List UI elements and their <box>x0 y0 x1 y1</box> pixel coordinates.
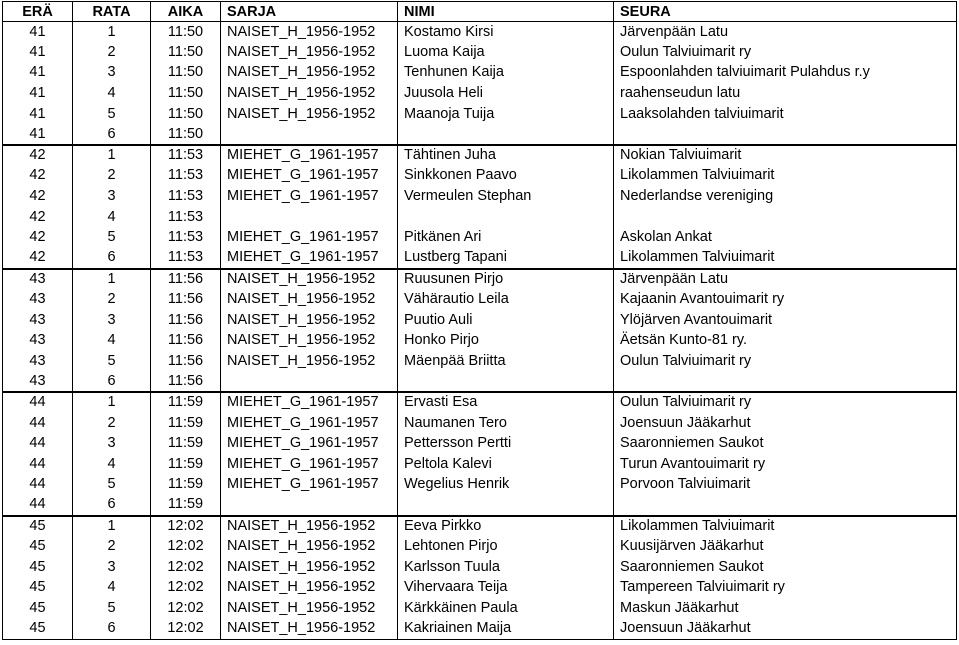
cell-sarja: MIEHET_G_1961-1957 <box>221 166 398 187</box>
cell-seura: Järvenpään Latu <box>614 22 957 43</box>
header-row <box>3 2 957 22</box>
cell-sarja: MIEHET_G_1961-1957 <box>221 475 398 496</box>
cell-era: 42 <box>3 186 73 207</box>
cell-nimi: Pitkänen Ari <box>398 227 614 248</box>
table-row <box>3 516 957 537</box>
cell-aika: 11:50 <box>151 124 221 145</box>
cell-nimi: Peltola Kalevi <box>398 454 614 475</box>
cell-nimi: Kärkkäinen Paula <box>398 598 614 619</box>
cell-nimi: Wegelius Henrik <box>398 475 614 496</box>
cell-seura <box>614 124 957 145</box>
cell-nimi: Lehtonen Pirjo <box>398 536 614 557</box>
table-row <box>3 166 957 187</box>
cell-sarja: MIEHET_G_1961-1957 <box>221 454 398 475</box>
cell-seura <box>614 207 957 228</box>
cell-seura: Äetsän Kunto-81 ry. <box>614 330 957 351</box>
cell-rata: 3 <box>73 310 151 331</box>
cell-era: 45 <box>3 598 73 619</box>
cell-seura: Saaronniemen Saukot <box>614 433 957 454</box>
cell-aika: 11:53 <box>151 166 221 187</box>
cell-sarja <box>221 124 398 145</box>
cell-era: 44 <box>3 495 73 516</box>
cell-rata: 3 <box>73 186 151 207</box>
cell-seura: Tampereen Talviuimarit ry <box>614 578 957 599</box>
table-row <box>3 186 957 207</box>
cell-seura: Saaronniemen Saukot <box>614 557 957 578</box>
cell-seura: Maskun Jääkarhut <box>614 598 957 619</box>
header-nimi: NIMI <box>398 2 614 22</box>
cell-aika: 11:53 <box>151 227 221 248</box>
table-row <box>3 207 957 228</box>
cell-seura: Askolan Ankat <box>614 227 957 248</box>
cell-nimi: Tähtinen Juha <box>398 145 614 166</box>
cell-nimi: Mäenpää Briitta <box>398 351 614 372</box>
cell-sarja: NAISET_H_1956-1952 <box>221 330 398 351</box>
cell-rata: 2 <box>73 289 151 310</box>
cell-nimi: Maanoja Tuija <box>398 104 614 125</box>
table-row <box>3 330 957 351</box>
cell-nimi: Naumanen Tero <box>398 413 614 434</box>
cell-era: 43 <box>3 330 73 351</box>
cell-seura <box>614 372 957 393</box>
cell-seura: Oulun Talviuimarit ry <box>614 351 957 372</box>
table-row <box>3 145 957 166</box>
cell-sarja <box>221 372 398 393</box>
cell-aika: 12:02 <box>151 578 221 599</box>
cell-seura <box>614 495 957 516</box>
cell-seura: Kajaanin Avantouimarit ry <box>614 289 957 310</box>
cell-nimi: Luoma Kaija <box>398 42 614 63</box>
cell-seura: raahenseudun latu <box>614 83 957 104</box>
header-rata: RATA <box>73 2 151 22</box>
cell-aika: 11:59 <box>151 433 221 454</box>
cell-sarja: MIEHET_G_1961-1957 <box>221 186 398 207</box>
table-row <box>3 22 957 43</box>
cell-nimi: Sinkkonen Paavo <box>398 166 614 187</box>
table-row <box>3 557 957 578</box>
cell-sarja: NAISET_H_1956-1952 <box>221 269 398 290</box>
cell-era: 44 <box>3 413 73 434</box>
cell-seura: Turun Avantouimarit ry <box>614 454 957 475</box>
table-body <box>3 22 957 640</box>
cell-sarja <box>221 495 398 516</box>
cell-nimi: Lustberg Tapani <box>398 248 614 269</box>
cell-seura: Laaksolahden talviuimarit <box>614 104 957 125</box>
cell-era: 42 <box>3 207 73 228</box>
table-row <box>3 372 957 393</box>
cell-seura: Oulun Talviuimarit ry <box>614 42 957 63</box>
cell-rata: 4 <box>73 330 151 351</box>
table-row <box>3 248 957 269</box>
cell-era: 43 <box>3 269 73 290</box>
cell-aika: 11:56 <box>151 372 221 393</box>
table-row <box>3 104 957 125</box>
cell-sarja: NAISET_H_1956-1952 <box>221 83 398 104</box>
cell-era: 41 <box>3 124 73 145</box>
cell-nimi: Kostamo Kirsi <box>398 22 614 43</box>
cell-rata: 1 <box>73 516 151 537</box>
cell-era: 44 <box>3 433 73 454</box>
cell-rata: 6 <box>73 372 151 393</box>
cell-rata: 4 <box>73 578 151 599</box>
cell-era: 45 <box>3 619 73 640</box>
cell-rata: 5 <box>73 598 151 619</box>
cell-rata: 1 <box>73 22 151 43</box>
cell-rata: 2 <box>73 42 151 63</box>
cell-era: 41 <box>3 83 73 104</box>
cell-sarja: NAISET_H_1956-1952 <box>221 22 398 43</box>
table-row <box>3 227 957 248</box>
cell-seura: Nokian Talviuimarit <box>614 145 957 166</box>
cell-nimi: Tenhunen Kaija <box>398 63 614 84</box>
table-row <box>3 124 957 145</box>
cell-sarja: MIEHET_G_1961-1957 <box>221 392 398 413</box>
table-row <box>3 454 957 475</box>
table-row <box>3 578 957 599</box>
cell-aika: 11:50 <box>151 22 221 43</box>
cell-aika: 11:50 <box>151 104 221 125</box>
cell-sarja: MIEHET_G_1961-1957 <box>221 433 398 454</box>
cell-seura: Espoonlahden talviuimarit Pulahdus r.y <box>614 63 957 84</box>
cell-aika: 11:53 <box>151 207 221 228</box>
cell-nimi <box>398 495 614 516</box>
table-row <box>3 83 957 104</box>
cell-sarja: NAISET_H_1956-1952 <box>221 536 398 557</box>
cell-sarja: NAISET_H_1956-1952 <box>221 310 398 331</box>
cell-nimi: Vermeulen Stephan <box>398 186 614 207</box>
cell-era: 43 <box>3 351 73 372</box>
table-row <box>3 269 957 290</box>
cell-aika: 11:59 <box>151 413 221 434</box>
cell-era: 41 <box>3 42 73 63</box>
cell-seura: Joensuun Jääkarhut <box>614 413 957 434</box>
table-row <box>3 63 957 84</box>
cell-aika: 11:50 <box>151 42 221 63</box>
cell-sarja: NAISET_H_1956-1952 <box>221 42 398 63</box>
cell-rata: 1 <box>73 145 151 166</box>
header-era: ERÄ <box>3 2 73 22</box>
cell-rata: 5 <box>73 475 151 496</box>
cell-rata: 5 <box>73 351 151 372</box>
cell-aika: 12:02 <box>151 516 221 537</box>
cell-rata: 6 <box>73 124 151 145</box>
cell-rata: 5 <box>73 227 151 248</box>
cell-rata: 5 <box>73 104 151 125</box>
cell-seura: Kuusijärven Jääkarhut <box>614 536 957 557</box>
cell-aika: 11:53 <box>151 145 221 166</box>
cell-aika: 11:50 <box>151 63 221 84</box>
cell-sarja: NAISET_H_1956-1952 <box>221 578 398 599</box>
cell-era: 44 <box>3 392 73 413</box>
cell-rata: 2 <box>73 413 151 434</box>
cell-aika: 11:50 <box>151 83 221 104</box>
cell-seura: Likolammen Talviuimarit <box>614 516 957 537</box>
cell-sarja: NAISET_H_1956-1952 <box>221 351 398 372</box>
cell-rata: 1 <box>73 269 151 290</box>
table-row <box>3 392 957 413</box>
table-row <box>3 433 957 454</box>
cell-rata: 1 <box>73 392 151 413</box>
cell-sarja: NAISET_H_1956-1952 <box>221 516 398 537</box>
cell-nimi: Pettersson Pertti <box>398 433 614 454</box>
cell-aika: 12:02 <box>151 557 221 578</box>
cell-aika: 11:59 <box>151 495 221 516</box>
cell-era: 45 <box>3 557 73 578</box>
cell-era: 41 <box>3 104 73 125</box>
table-row <box>3 536 957 557</box>
cell-rata: 2 <box>73 166 151 187</box>
cell-aika: 11:56 <box>151 330 221 351</box>
cell-nimi: Ervasti Esa <box>398 392 614 413</box>
cell-nimi: Vähärautio Leila <box>398 289 614 310</box>
cell-era: 42 <box>3 248 73 269</box>
header-seura: SEURA <box>614 2 957 22</box>
cell-seura: Oulun Talviuimarit ry <box>614 392 957 413</box>
cell-seura: Likolammen Talviuimarit <box>614 166 957 187</box>
cell-era: 44 <box>3 475 73 496</box>
table-row <box>3 495 957 516</box>
cell-era: 45 <box>3 536 73 557</box>
cell-sarja: MIEHET_G_1961-1957 <box>221 145 398 166</box>
heat-schedule-table <box>2 1 957 640</box>
table-row <box>3 475 957 496</box>
table-row <box>3 619 957 640</box>
cell-aika: 12:02 <box>151 619 221 640</box>
cell-era: 42 <box>3 227 73 248</box>
cell-nimi <box>398 207 614 228</box>
cell-era: 43 <box>3 289 73 310</box>
cell-aika: 11:59 <box>151 454 221 475</box>
cell-rata: 4 <box>73 83 151 104</box>
cell-sarja: MIEHET_G_1961-1957 <box>221 227 398 248</box>
table-header <box>3 2 957 22</box>
cell-nimi: Ruusunen Pirjo <box>398 269 614 290</box>
cell-nimi: Puutio Auli <box>398 310 614 331</box>
cell-nimi <box>398 124 614 145</box>
cell-seura: Nederlandse vereniging <box>614 186 957 207</box>
cell-seura: Järvenpään Latu <box>614 269 957 290</box>
cell-aika: 12:02 <box>151 536 221 557</box>
cell-seura: Porvoon Talviuimarit <box>614 475 957 496</box>
cell-nimi: Kakriainen Maija <box>398 619 614 640</box>
table-row <box>3 598 957 619</box>
table-row <box>3 310 957 331</box>
cell-seura: Ylöjärven Avantouimarit <box>614 310 957 331</box>
header-aika: AIKA <box>151 2 221 22</box>
cell-aika: 11:53 <box>151 248 221 269</box>
header-sarja: SARJA <box>221 2 398 22</box>
cell-era: 43 <box>3 310 73 331</box>
cell-nimi: Vihervaara Teija <box>398 578 614 599</box>
cell-rata: 6 <box>73 619 151 640</box>
cell-era: 42 <box>3 145 73 166</box>
cell-rata: 2 <box>73 536 151 557</box>
cell-sarja: NAISET_H_1956-1952 <box>221 619 398 640</box>
cell-aika: 11:56 <box>151 351 221 372</box>
table-row <box>3 289 957 310</box>
cell-sarja: NAISET_H_1956-1952 <box>221 63 398 84</box>
cell-nimi <box>398 372 614 393</box>
cell-sarja: NAISET_H_1956-1952 <box>221 289 398 310</box>
cell-era: 43 <box>3 372 73 393</box>
cell-era: 42 <box>3 166 73 187</box>
cell-era: 44 <box>3 454 73 475</box>
cell-rata: 3 <box>73 433 151 454</box>
cell-aika: 11:59 <box>151 392 221 413</box>
cell-era: 41 <box>3 63 73 84</box>
cell-sarja <box>221 207 398 228</box>
table-row <box>3 413 957 434</box>
cell-aika: 11:53 <box>151 186 221 207</box>
cell-sarja: NAISET_H_1956-1952 <box>221 557 398 578</box>
cell-rata: 4 <box>73 454 151 475</box>
cell-nimi: Juusola Heli <box>398 83 614 104</box>
table-row <box>3 351 957 372</box>
cell-era: 45 <box>3 516 73 537</box>
cell-aika: 11:59 <box>151 475 221 496</box>
cell-sarja: NAISET_H_1956-1952 <box>221 104 398 125</box>
cell-nimi: Honko Pirjo <box>398 330 614 351</box>
cell-aika: 12:02 <box>151 598 221 619</box>
table-row <box>3 42 957 63</box>
cell-sarja: NAISET_H_1956-1952 <box>221 598 398 619</box>
cell-seura: Joensuun Jääkarhut <box>614 619 957 640</box>
cell-rata: 6 <box>73 495 151 516</box>
cell-rata: 3 <box>73 557 151 578</box>
cell-nimi: Karlsson Tuula <box>398 557 614 578</box>
cell-era: 41 <box>3 22 73 43</box>
cell-aika: 11:56 <box>151 310 221 331</box>
cell-aika: 11:56 <box>151 289 221 310</box>
cell-aika: 11:56 <box>151 269 221 290</box>
cell-rata: 3 <box>73 63 151 84</box>
cell-sarja: MIEHET_G_1961-1957 <box>221 413 398 434</box>
cell-seura: Likolammen Talviuimarit <box>614 248 957 269</box>
cell-sarja: MIEHET_G_1961-1957 <box>221 248 398 269</box>
cell-era: 45 <box>3 578 73 599</box>
cell-nimi: Eeva Pirkko <box>398 516 614 537</box>
cell-rata: 6 <box>73 248 151 269</box>
cell-rata: 4 <box>73 207 151 228</box>
